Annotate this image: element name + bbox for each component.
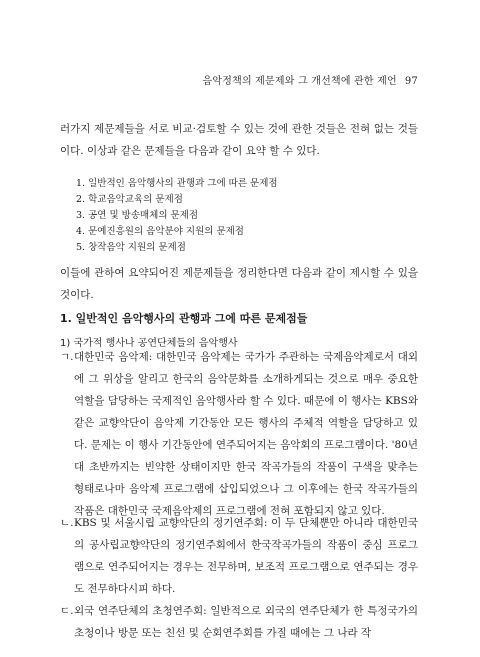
item-text: 외국 연주단체의 초청연주회: 일반적으로 외국의 연주단체가 한 특정국가의 초청이나 방문 또는 친선 및 순회연주회를 가질 때에는 그 나라 작 bbox=[74, 605, 418, 639]
item-marker: ㄱ. bbox=[60, 351, 74, 363]
intro-paragraph: 러가지 제문제들을 서로 비교·검토할 수 있는 것에 관한 것들은 전혀 없는 것들이다. 이상과 같은 문제들을 다음과 같이 요약 할 수 있다. bbox=[60, 123, 418, 157]
item-marker: ㄴ. bbox=[60, 517, 74, 529]
subsection-heading: 1) 국가적 행사나 공연단체들의 음악행사 bbox=[60, 338, 238, 349]
item-text: 대한민국 음악제: 대한민국 음악제는 국가가 주관하는 국제음악제로서 대외에 그 위상을 알리고 한국의 음악문화를 소개하게되는 것으로 매우 중요한 역할을 담당하는 국제적인 음악행사라 할 수 있다. 때문에 이 행사는 KBS와 같은 교향악단이 음악제 기간동안 모든 행사의 주체적 역할을 담당하고 있다. 문제는 이 행사 기간동안에 연주되어지는 음악회의 프로그램이다. '80년대 초반까지는 빈약한 상태이지만 한국 작곡가들의 작품이 구색을 맞추는 형태로나마 음악제 프로그램에 삽입되었으나 그 이후에는 한국 작곡가들의 작품은 대한민국 국제음악제의 프로그램에 전혀 포함되지 않고 있다. bbox=[74, 351, 418, 517]
section1-heading-block bbox=[60, 310, 418, 326]
summary-list-item: 2. 학교음악교육의 문제점 bbox=[76, 194, 183, 205]
item-text: KBS 및 서울시립 교향악단의 정기연주회: 이 두 단체뿐만 아니라 대한민국의 공사립교향악단의 정기연주회에서 한국작곡가들의 작품이 중심 프로그램으로 연주되어지는 경우는 전무하며, 보조적 프로그램으로 연주되는 경우도 전무하다시피 하다. bbox=[74, 517, 418, 595]
summary-list-item: 3. 공연 및 방송매체의 문제점 bbox=[76, 210, 199, 221]
item-a-block bbox=[60, 346, 418, 522]
section-heading: 1. 일반적인 음악행사의 관행과 그에 따른 문제점들 bbox=[60, 312, 308, 325]
item-marker: ㄷ. bbox=[60, 605, 74, 617]
list-item-b bbox=[60, 512, 418, 600]
transition-paragraph: 이들에 관하여 요약되어진 제문제들을 정리한다면 다음과 같이 제시할 수 있을 것이다. bbox=[60, 267, 418, 301]
page-number: 97 bbox=[404, 76, 418, 87]
running-header-title: 음악정책의 제문제와 그 개선책에 관한 제언 bbox=[202, 76, 397, 87]
summary-list-item: 1. 일반적인 음악행사의 관행과 그에 따른 문제점 bbox=[76, 178, 278, 189]
summary-list-item: 4. 문예진흥원의 음악분야 지원의 문제점 bbox=[76, 226, 244, 237]
running-header bbox=[203, 72, 419, 87]
summary-list bbox=[60, 176, 418, 256]
item-c-block bbox=[60, 600, 418, 644]
item-b-block bbox=[60, 512, 418, 600]
intro-block bbox=[60, 118, 418, 162]
list-item-c bbox=[60, 600, 418, 644]
summary-list-block bbox=[60, 176, 418, 256]
list-item-a bbox=[60, 346, 418, 522]
summary-list-item: 5. 창작음악 지원의 문제점 bbox=[76, 242, 186, 253]
transition-block bbox=[60, 262, 418, 306]
